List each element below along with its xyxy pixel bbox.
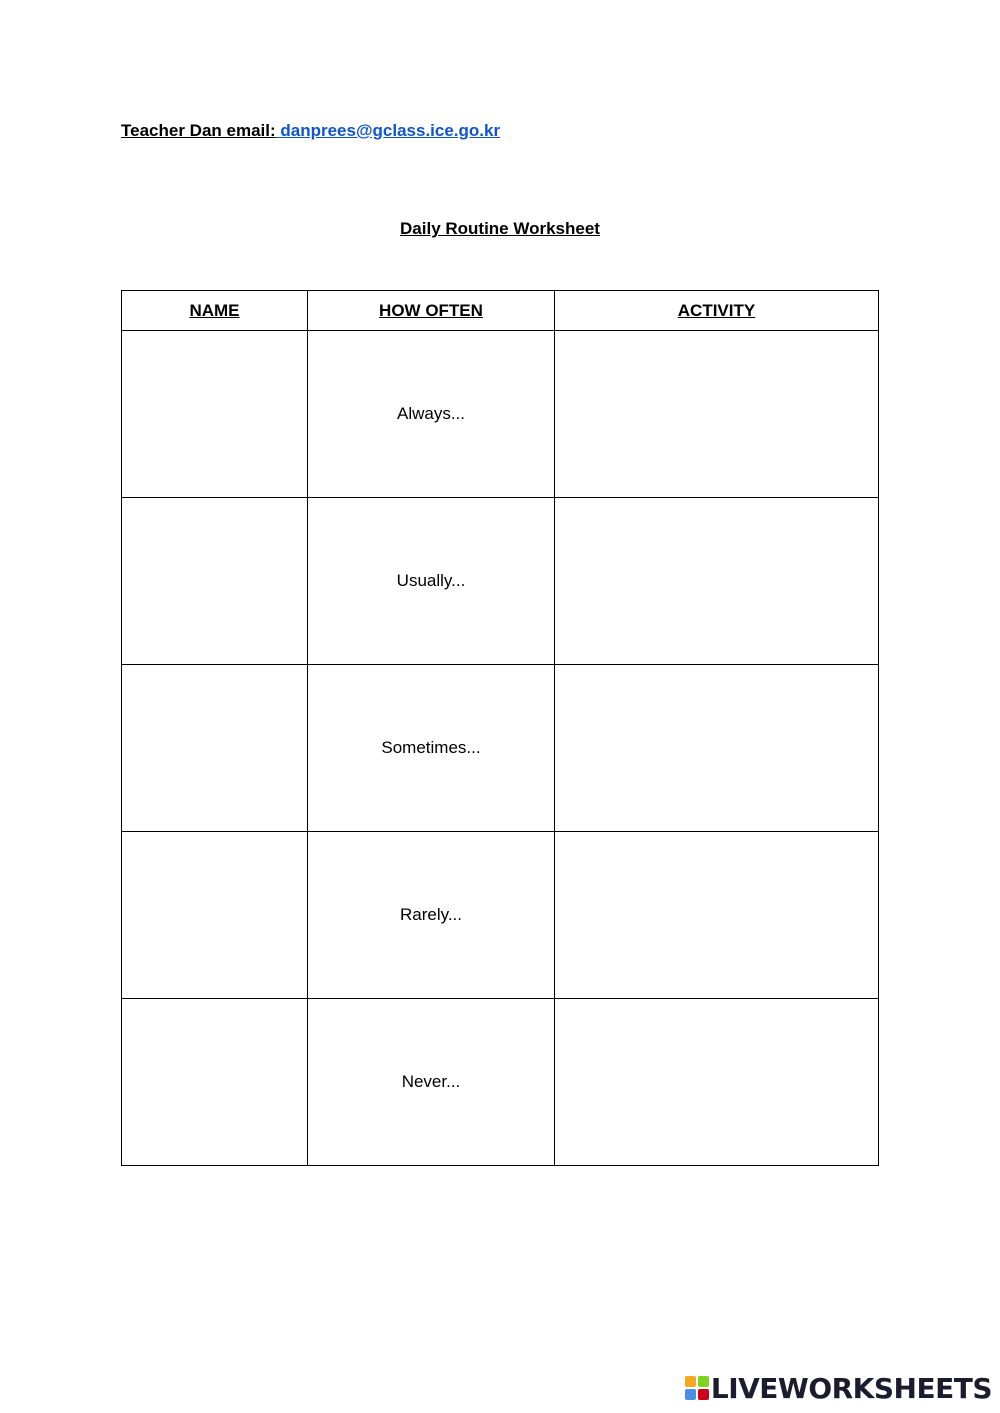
frequency-cell: Usually... [308, 498, 555, 665]
table-header-row [122, 291, 879, 331]
logo-square-3 [685, 1389, 696, 1400]
column-header-activity: ACTIVITY [555, 291, 879, 331]
table-row [122, 999, 879, 1166]
column-header-name: NAME [122, 291, 308, 331]
frequency-cell: Never... [308, 999, 555, 1166]
activity-cell[interactable] [555, 331, 879, 498]
teacher-contact [121, 121, 500, 141]
table-row [122, 832, 879, 999]
logo-square-1 [685, 1376, 696, 1387]
frequency-cell: Rarely... [308, 832, 555, 999]
table-row [122, 665, 879, 832]
liveworksheets-logo-icon [685, 1376, 709, 1400]
name-cell[interactable] [122, 331, 308, 498]
name-cell[interactable] [122, 832, 308, 999]
table-row [122, 331, 879, 498]
logo-square-2 [698, 1376, 709, 1387]
logo-text: LIVEWORKSHEETS [710, 1371, 992, 1405]
table-row [122, 498, 879, 665]
activity-cell[interactable] [555, 665, 879, 832]
name-cell[interactable] [122, 498, 308, 665]
column-header-how-often: HOW OFTEN [308, 291, 555, 331]
name-cell[interactable] [122, 999, 308, 1166]
contact-label: Teacher Dan email: [121, 121, 276, 140]
activity-cell[interactable] [555, 832, 879, 999]
daily-routine-table [121, 290, 879, 1166]
logo-square-4 [698, 1389, 709, 1400]
name-cell[interactable] [122, 665, 308, 832]
activity-cell[interactable] [555, 999, 879, 1166]
worksheet-title: Daily Routine Worksheet [400, 219, 600, 238]
email-link[interactable]: danprees@gclass.ice.go.kr [275, 121, 501, 140]
frequency-cell: Always... [308, 331, 555, 498]
activity-cell[interactable] [555, 498, 879, 665]
liveworksheets-logo [685, 1371, 992, 1405]
frequency-cell: Sometimes... [308, 665, 555, 832]
